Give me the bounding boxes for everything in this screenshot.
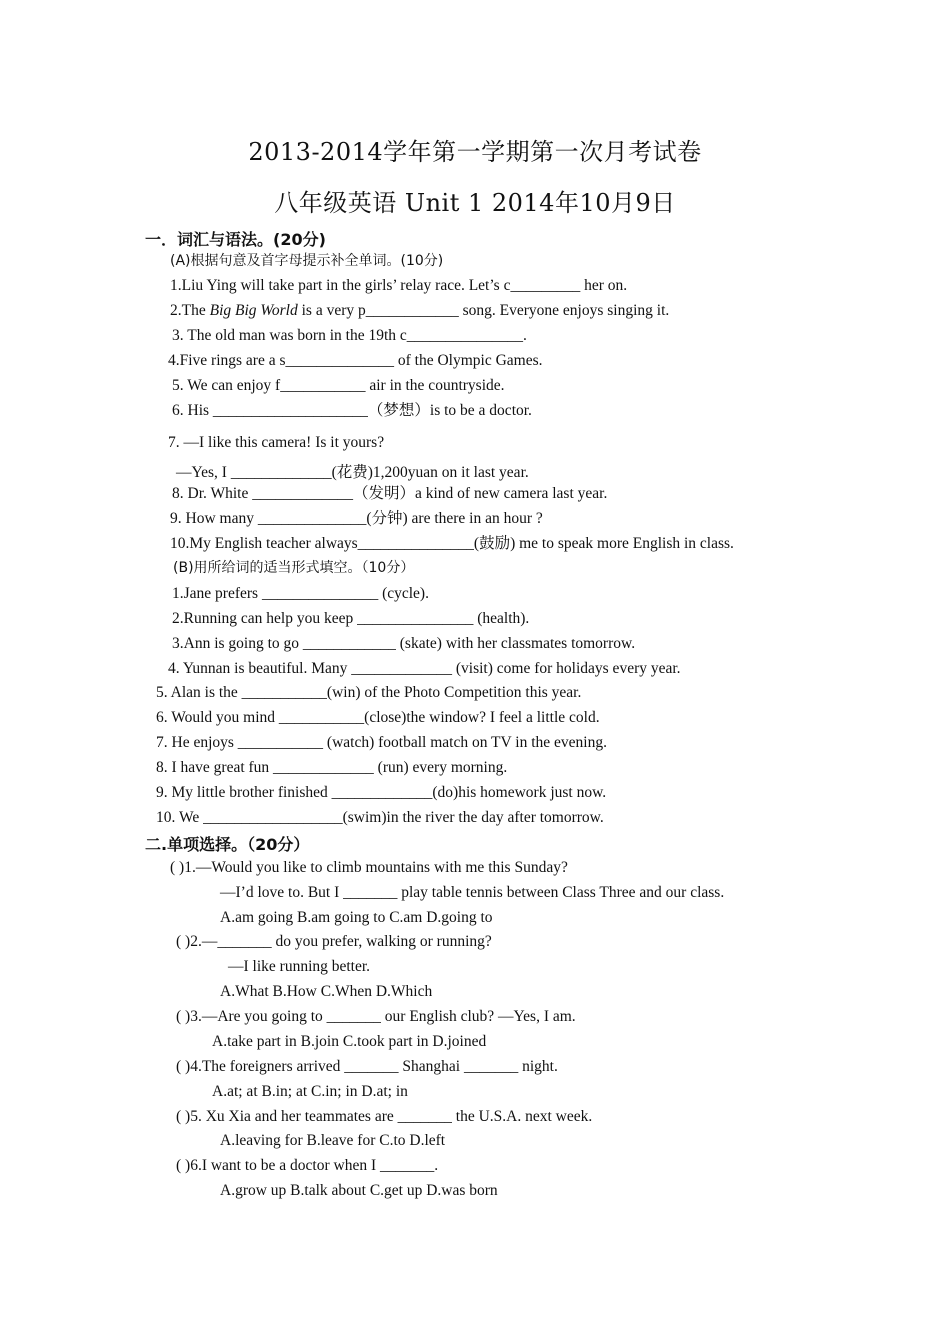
mc-q1-reply: —I’d love to. But I _______ play table tennis between Class Three and our class. xyxy=(220,884,725,901)
sectionA-title: (A)根据句意及首字母提示补全单词。(10分) xyxy=(170,253,444,269)
part2-heading: 二.单项选择。（20分） xyxy=(145,835,310,854)
sectionB-q5: 5. Alan is the ___________(win) of the Photo Competition this year. xyxy=(156,684,582,701)
sectionB-q9: 9. My little brother finished _____________(do)his homework just now. xyxy=(156,784,607,801)
sectionB-q8: 8. I have great fun _____________ (run) every morning. xyxy=(156,759,508,776)
sectionA-q1: 1.Liu Ying will take part in the girls’ relay race. Let’s c_________ her on. xyxy=(170,277,628,294)
mc-q3: ( )3.—Are you going to _______ our English club? —Yes, I am. xyxy=(176,1008,576,1025)
sectionA-q6: 6. His ____________________（梦想）is to be a doctor. xyxy=(172,402,532,419)
mc-q2-options: A.What B.How C.When D.Which xyxy=(220,983,433,1000)
mc-q5-options: A.leaving for B.leave for C.to D.left xyxy=(220,1132,446,1149)
mc-q2: ( )2.—_______ do you prefer, walking or running? xyxy=(176,933,492,950)
sectionA-q8: 8. Dr. White _____________（发明）a kind of new camera last year. xyxy=(172,485,608,502)
sectionA-q3: 3. The old man was born in the 19th c_______________. xyxy=(172,327,527,344)
mc-q4: ( )4.The foreigners arrived _______ Shanghai _______ night. xyxy=(176,1058,558,1075)
sectionB-q6: 6. Would you mind ___________(close)the window? I feel a little cold. xyxy=(156,709,600,726)
mc-q4-options: A.at; at B.in; at C.in; in D.at; in xyxy=(212,1083,408,1100)
sectionA-q4: 4.Five rings are a s______________ of the Olympic Games. xyxy=(168,352,543,369)
sectionA-q9: 9. How many ______________(分钟) are there in an hour ? xyxy=(170,510,543,527)
sectionB-q10: 10. We __________________(swim)in the river the day after tomorrow. xyxy=(156,809,604,826)
mc-q3-options: A.take part in B.join C.took part in D.joined xyxy=(212,1033,487,1050)
mc-q1-options: A.am going B.am going to C.am D.going to xyxy=(220,909,493,926)
sectionA-q7-answer: —Yes, I _____________(花费)1,200yuan on it last year. xyxy=(176,464,529,481)
exam-title: 2013-2014学年第一学期第一次月考试卷 xyxy=(248,138,702,166)
sectionB-q4: 4. Yunnan is beautiful. Many _____________ (visit) come for holidays every year. xyxy=(168,660,681,677)
sectionA-q2: 2.The Big Big World is a very p____________ song. Everyone enjoys singing it. xyxy=(170,302,670,319)
sectionB-q3: 3.Ann is going to go ____________ (skate) with her classmates tomorrow. xyxy=(172,635,636,652)
mc-q6: ( )6.I want to be a doctor when I _______. xyxy=(176,1157,439,1174)
sectionB-title: (B)用所给词的适当形式填空。（10分） xyxy=(173,560,415,576)
sectionB-q7: 7. He enjoys ___________ (watch) football match on TV in the evening. xyxy=(156,734,607,751)
part1-heading: 一．词汇与语法。(20分) xyxy=(145,230,326,249)
sectionA-q5: 5. We can enjoy f___________ air in the countryside. xyxy=(172,377,505,394)
mc-q6-options: A.grow up B.talk about C.get up D.was born xyxy=(220,1182,498,1199)
sectionB-q2: 2.Running can help you keep _______________ (health). xyxy=(172,610,530,627)
exam-subtitle: 八年级英语 Unit 1 2014年10月9日 xyxy=(274,189,676,217)
mc-q5: ( )5. Xu Xia and her teammates are _______ the U.S.A. next week. xyxy=(176,1108,593,1125)
mc-q2-reply: —I like running better. xyxy=(228,958,371,975)
sectionB-q1: 1.Jane prefers _______________ (cycle). xyxy=(172,585,429,602)
mc-q1: ( )1.—Would you like to climb mountains with me this Sunday? xyxy=(170,859,568,876)
sectionA-q10: 10.My English teacher always_______________(鼓励) me to speak more English in class. xyxy=(170,535,734,552)
sectionA-q7: 7. —I like this camera! Is it yours? xyxy=(168,434,385,451)
